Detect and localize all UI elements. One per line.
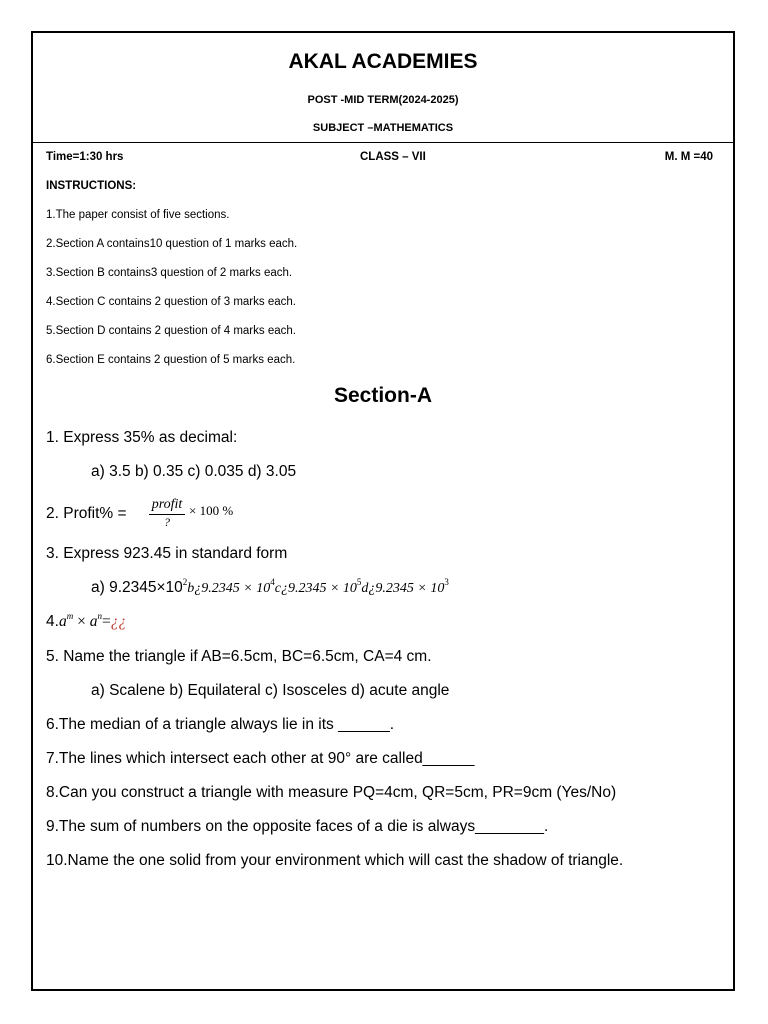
question-2-prefix: 2. Profit% = (46, 505, 127, 522)
question-1-options: a) 3.5 b) 0.35 c) 0.035 d) 3.05 (91, 463, 297, 480)
question-7: 7.The lines which intersect each other at 90° are called______ (46, 750, 475, 767)
subject-line: SUBJECT –MATHEMATICS (312, 122, 454, 134)
option-d: d¿9.2345 × 10 (361, 581, 445, 596)
question-3: 3. Express 923.45 in standard form (46, 545, 288, 562)
header-divider (31, 142, 735, 143)
fraction-denominator: ? (164, 515, 170, 529)
question-3-options: a) $9.2345\times 10^2b¿9.2345$ × $10^4c¿9.2345$ × $10^5d¿9.2345 \times 10^3$ (91, 577, 449, 596)
max-marks-label: M. M =40 (664, 151, 713, 163)
instruction-item: 4.Section C contains 2 question of 3 marks each. (46, 296, 296, 308)
option-b: b¿9.2345 × 10 (187, 581, 271, 596)
question-2-suffix: × 100 % (189, 503, 234, 518)
instruction-item: 1.The paper consist of five sections. (46, 209, 230, 221)
school-name: AKAL ACADEMIES (288, 50, 478, 73)
fraction-numerator: profit (149, 497, 185, 515)
question-4: $4.a^m$ × $a^n=¿¿$ (46, 611, 127, 630)
class-label: CLASS – VII (360, 151, 426, 163)
paper-border (31, 31, 735, 991)
option-a: a) 9.2345×10 (91, 579, 183, 596)
section-a-title: Section-A (333, 384, 432, 407)
question-10: 10.Name the one solid from your environment which will cast the shadow of triangle. (46, 852, 624, 869)
question-9: 9.The sum of numbers on the opposite faces of a die is always________. (46, 818, 549, 835)
instruction-item: 2.Section A contains10 question of 1 marks each. (46, 238, 298, 250)
question-5: 5. Name the triangle if AB=6.5cm, BC=6.5cm, CA=4 cm. (46, 648, 432, 665)
question-5-options: a) Scalene b) Equilateral c) Isosceles d) acute angle (91, 682, 450, 699)
question-1: 1. Express 35% as decimal: (46, 429, 238, 446)
profit-fraction (149, 497, 185, 530)
instruction-item: 5.Section D contains 2 question of 4 marks each. (46, 325, 296, 337)
exam-name: POST -MID TERM(2024-2025) (307, 94, 459, 106)
question-8: 8.Can you construct a triangle with measure PQ=4cm, QR=5cm, PR=9cm (Yes/No) (46, 784, 617, 801)
time-label: Time=1:30 hrs (46, 151, 124, 163)
instruction-item: 6.Section E contains 2 question of 5 marks each. (46, 354, 296, 366)
option-c: c¿9.2345 × 10 (274, 581, 357, 596)
instructions-title: INSTRUCTIONS: (46, 180, 137, 192)
instruction-item: 3.Section B contains3 question of 2 marks each. (46, 267, 293, 279)
question-6: 6.The median of a triangle always lie in its ______. (46, 716, 395, 733)
